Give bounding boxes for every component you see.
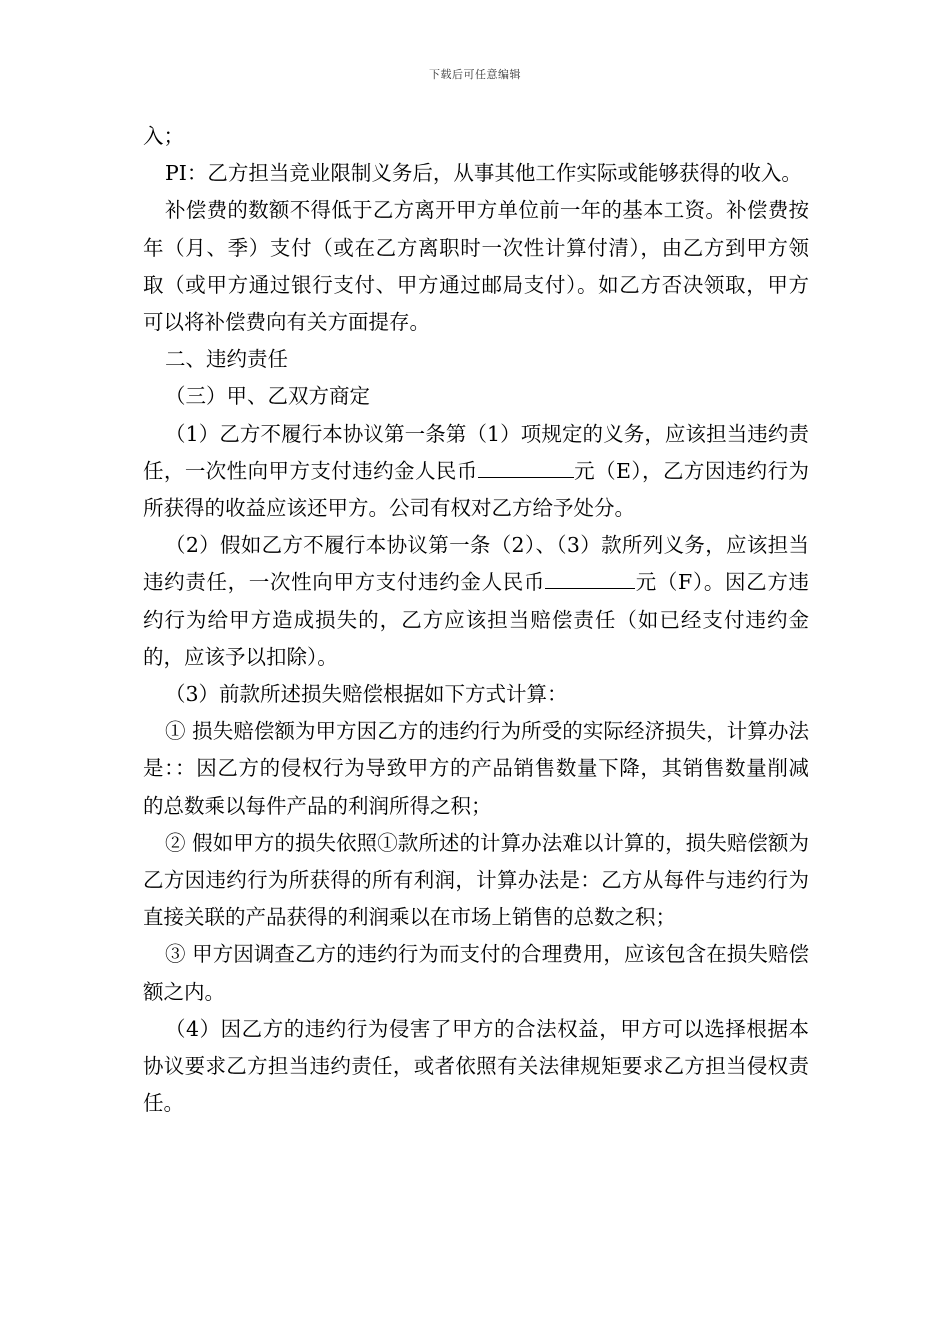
clause-3-item-3: ③ 甲方因调查乙方的违约行为而支付的合理费用，应该包含在损失赔偿额之内。 — [143, 942, 809, 1004]
clause-1 — [143, 416, 809, 528]
clause-2-text-b: 元（F）。因乙方违约行为给甲方造成损失的，乙方应该担当赔偿责任（如已经支付违约金的，应该予以扣除）。 — [143, 570, 810, 669]
penalty-amount-blank-f — [545, 566, 635, 589]
section-heading-breach: 二、违约责任 — [165, 347, 288, 372]
clause-2 — [143, 527, 809, 676]
paragraph-compensation: 补偿费的数额不得低于乙方离开甲方单位前一年的基本工资。补偿费按年（月、季）支付（或在乙方离职时一次性计算付清），由乙方到甲方领取（或甲方通过银行支付、甲方通过邮局支付）。如乙方否决领取，甲方可以将补偿费向有关方面提存。 — [143, 198, 809, 335]
paragraph-continuation: 入； — [143, 124, 184, 148]
document-body — [143, 118, 809, 1122]
clause-3-item-1: ① 损失赔偿额为甲方因乙方的违约行为所受的实际经济损失，计算办法是：：因乙方的侵权行为导致甲方的产品销售数量下降，其销售数量削减的总数乘以每件产品的利润所得之积； — [143, 719, 809, 818]
paragraph-pi-definition: PI：乙方担当竞业限制义务后，从事其他工作实际或能够获得的收入。 — [165, 161, 802, 186]
clause-3: （3）前款所述损失赔偿根据如下方式计算： — [165, 682, 568, 707]
clause-3-item-2: ② 假如甲方的损失依照①款所述的计算办法难以计算的，损失赔偿额为乙方因违约行为所获得的所有利润，计算办法是：乙方从每件与违约行为直接关联的产品获得的利润乘以在市场上销售的总数之积； — [143, 830, 809, 930]
clause-4: （4）因乙方的违约行为侵害了甲方的合法权益，甲方可以选择根据本协议要求乙方担当违约责任，或者依照有关法律规矩要求乙方担当侵权责任。 — [143, 1016, 809, 1116]
clause-1-text-a: （1）乙方不履行本协议第一条第（1）项规定的义务，应该担当违约责任，一次性向甲方支付违约金人民币 — [143, 421, 809, 483]
clause-2-text-a: （2）假如乙方不履行本协议第一条（2）、（3）款所列义务，应该担当违约责任，一次性向甲方支付违约金人民币 — [143, 533, 809, 595]
clause-1-text-b: 元（E），乙方因违约行为所获得的收益应该还甲方。公司有权对乙方给予处分。 — [143, 458, 809, 521]
subsection-heading: （三）甲、乙双方商定 — [165, 384, 370, 409]
page-header: 下载后可任意编辑 — [429, 68, 521, 81]
penalty-amount-blank-e — [478, 455, 574, 478]
